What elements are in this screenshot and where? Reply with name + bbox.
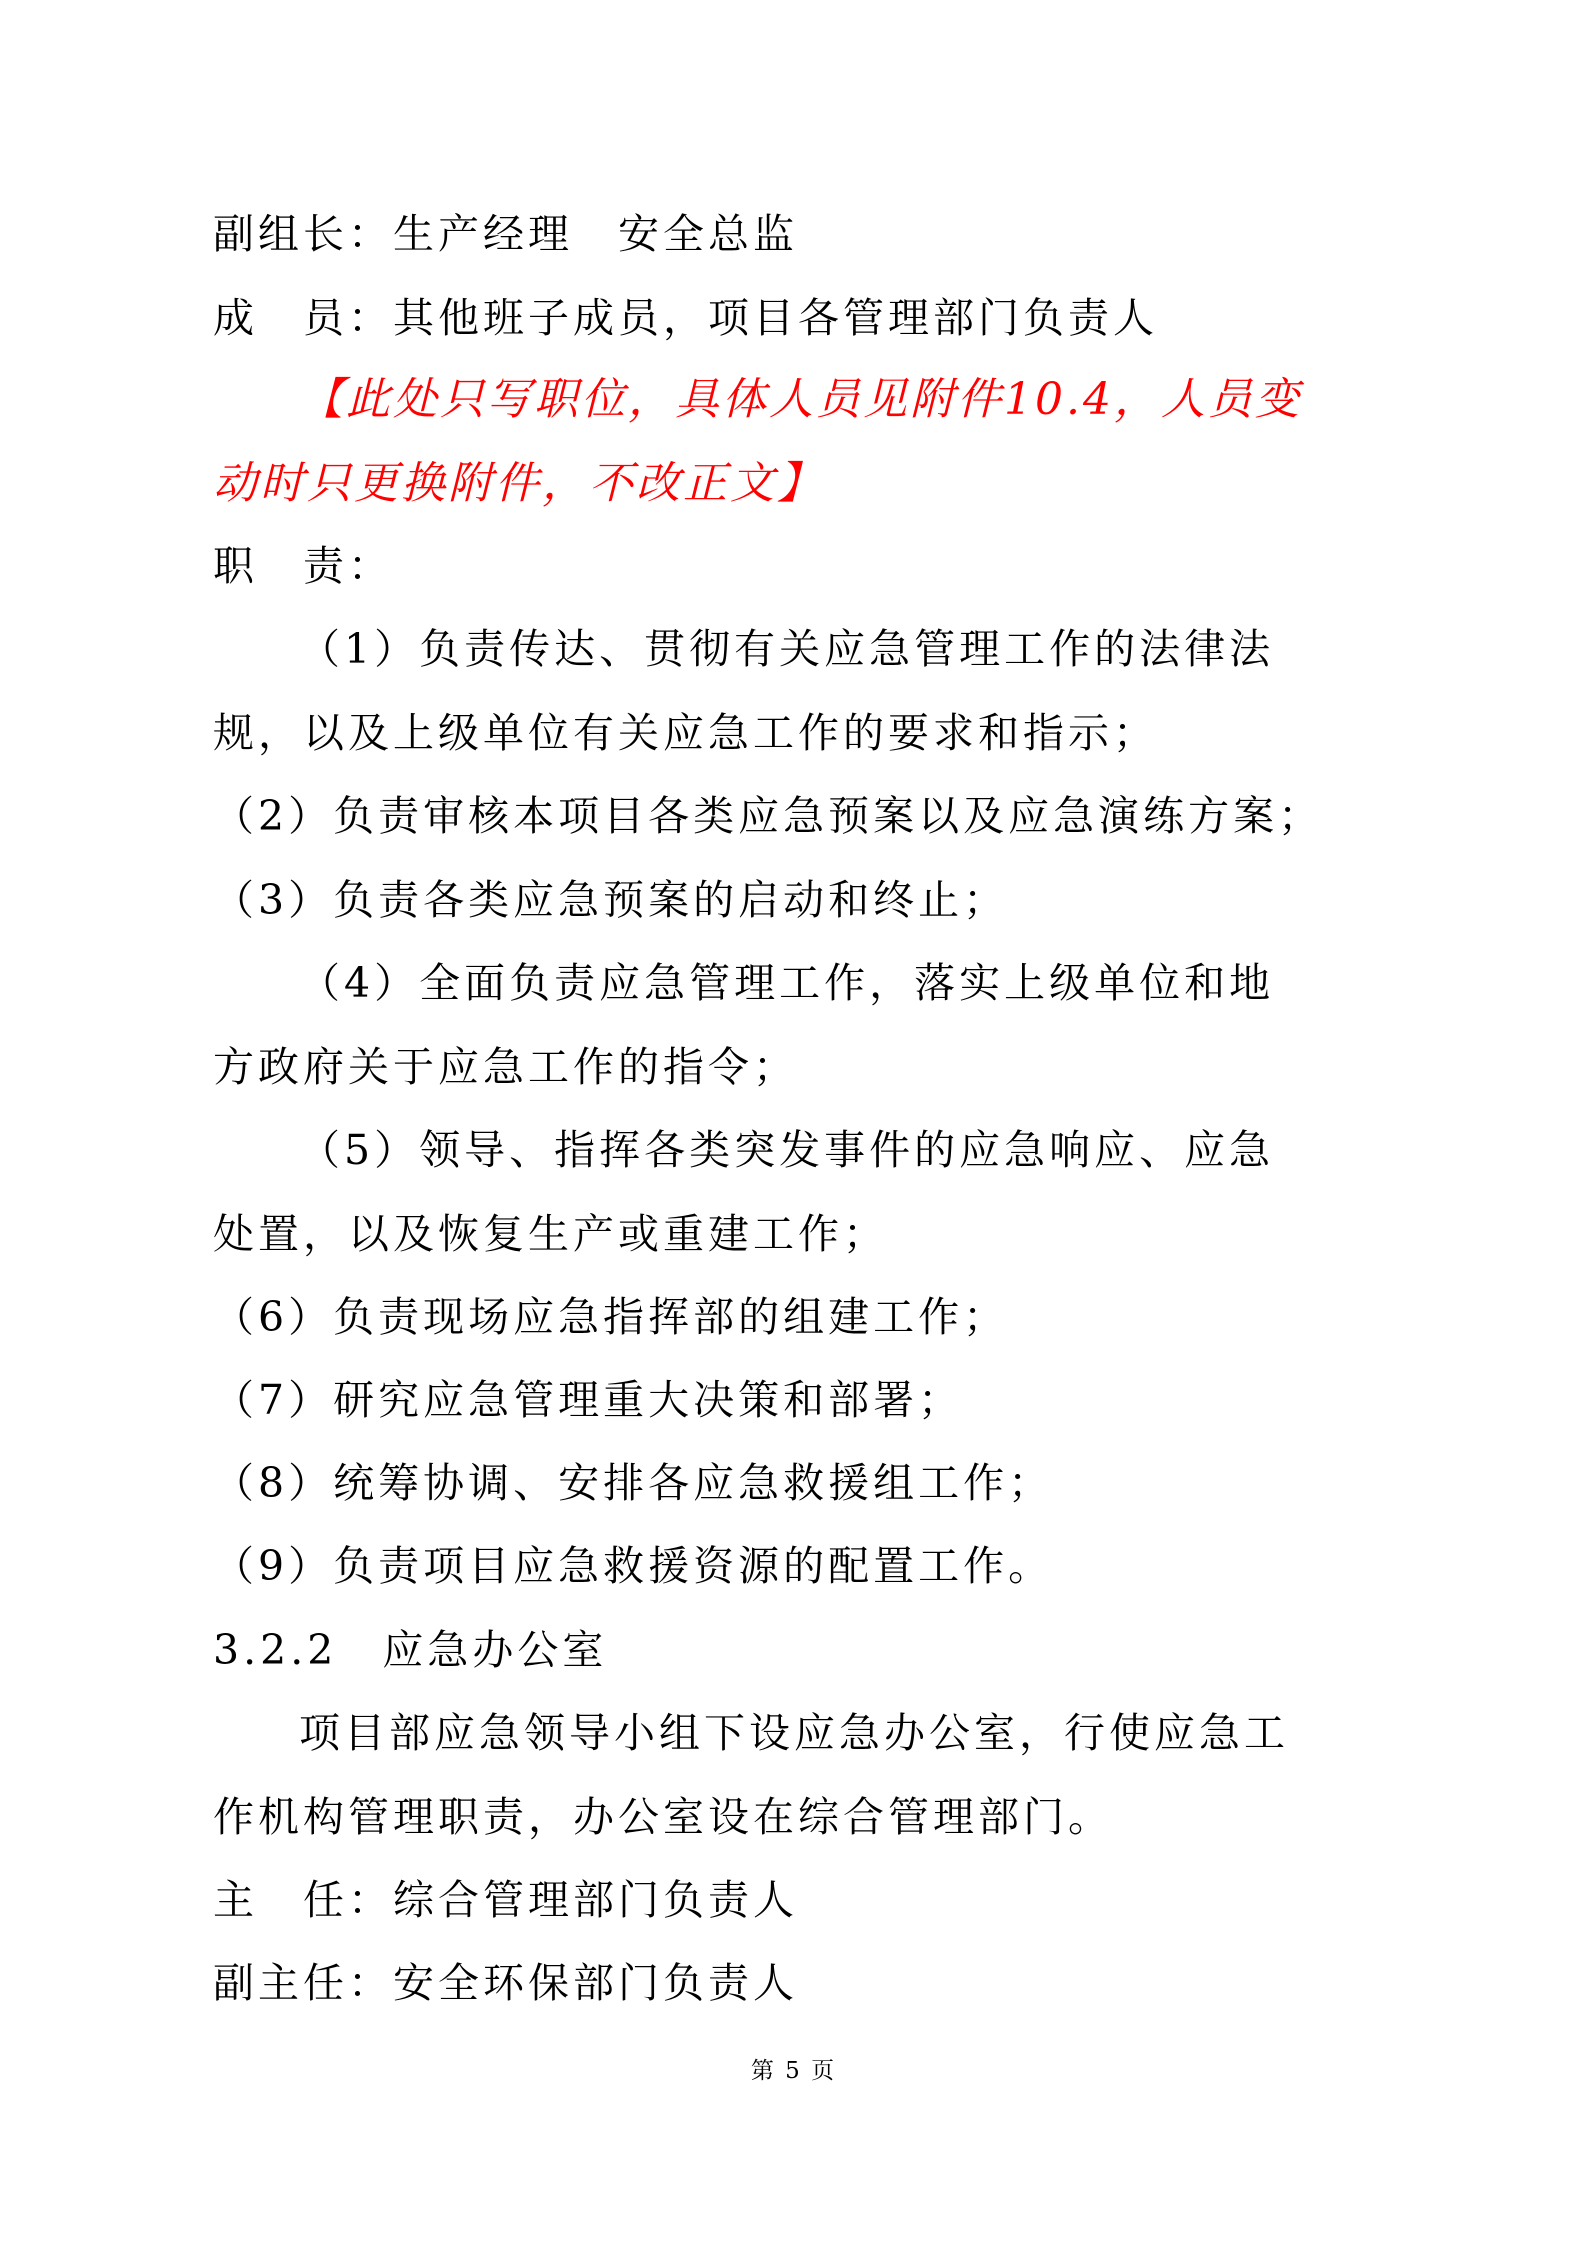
section-heading: 3.2.2 应急办公室 [213, 1626, 608, 1674]
office-description: 项目部应急领导小组下设应急办公室，行使应急工作机构管理职责，办公室设在综合管理部门。 [213, 1709, 1289, 1841]
director-line: 主 任：综合管理部门负责人 [213, 1876, 798, 1924]
duty-item-6: （6）负责现场应急指挥部的组建工作； [213, 1293, 1009, 1341]
page-number: 第 5 页 [750, 2058, 837, 2084]
duty-item-5: （5）领导、指挥各类突发事件的应急响应、应急处置，以及恢复生产或重建工作； [213, 1126, 1275, 1258]
members-line: 成 员：其他班子成员，项目各管理部门负责人 [213, 294, 1158, 342]
duty-item-1: （1）负责传达、贯彻有关应急管理工作的法律法规，以及上级单位有关应急工作的要求和指示； [213, 625, 1275, 757]
duty-item-7: （7）研究应急管理重大决策和部署； [213, 1376, 964, 1424]
duty-item-2: （2）负责审核本项目各类应急预案以及应急演练方案； [213, 792, 1324, 840]
duty-item-3: （3）负责各类应急预案的启动和终止； [213, 876, 1009, 924]
duty-item-4: （4）全面负责应急管理工作，落实上级单位和地方政府关于应急工作的指令； [213, 959, 1275, 1091]
duty-item-8: （8）统筹协调、安排各应急救援组工作； [213, 1459, 1054, 1507]
duties-title: 职 责： [213, 542, 393, 590]
deputy-director-line: 副主任：安全环保部门负责人 [213, 1959, 798, 2007]
deputy-leader-line: 副组长：生产经理 安全总监 [213, 210, 798, 258]
editorial-note: 【此处只写职位，具体人员见附件10.4，人员变动时只更换附件，不改正文】 [213, 374, 1302, 509]
duty-item-9: （9）负责项目应急救援资源的配置工作。 [213, 1542, 1054, 1590]
